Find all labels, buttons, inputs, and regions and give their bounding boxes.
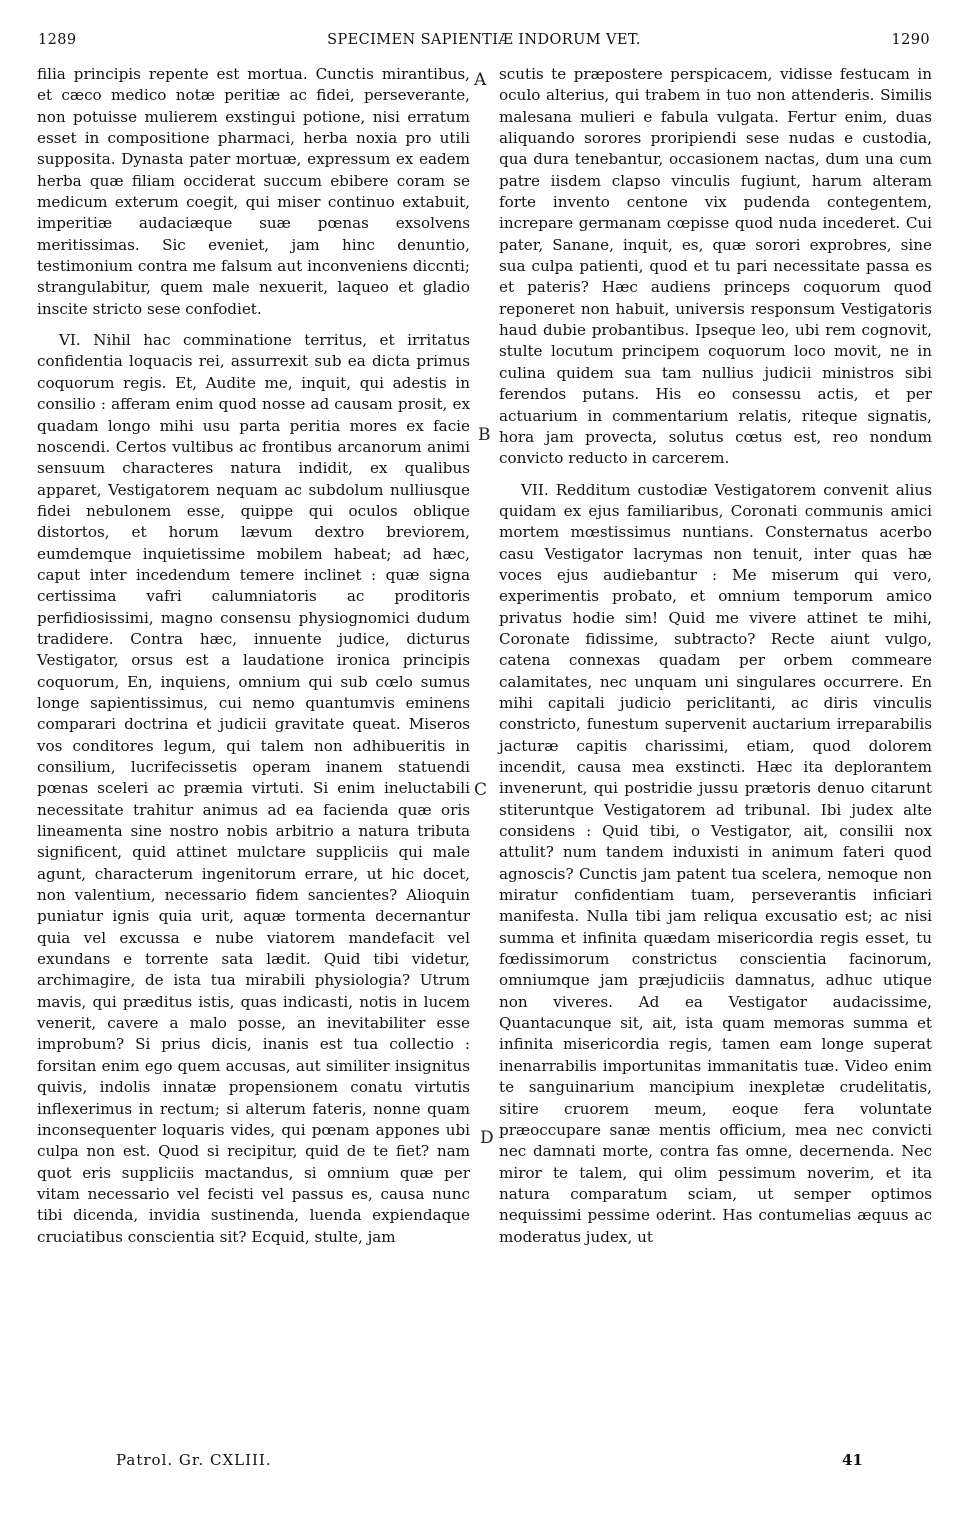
running-title: SPECIMEN SAPIENTIÆ INDORUM VET. bbox=[327, 32, 641, 48]
margin-marker-c: C bbox=[474, 780, 488, 800]
margin-marker-a: A bbox=[474, 70, 487, 90]
margin-marker-d: D bbox=[480, 1128, 494, 1148]
running-header bbox=[38, 32, 930, 54]
left-paragraph-2-section-vi: VI. Nihil hac comminatione territus, et irritatus confidentia loquacis rei, assurrexit sub ea dicta primus coquorum regis. Et, Audite me, inquit, qui adestis in consilio : afferam enim quod nosse ad causam prosit, ex quadam longo mihi usu parta peritia mores ex facie noscendi. Certos vultibus ac frontibus arcanorum animi sensuum characteres natura indidit, ex qualibus apparet, Vestigatorem nequam ac subdolum nulliusque fidei nebulonem esse, quippe qui oculos oblique distortos, et horum lævum dextro breviorem, eumdemque inquietissime mobilem habeat; ad hæc, caput inter incedendum temere inclinet : quæ signa certissima vafri calumniatoris ac proditoris perfidiosissimi, magno consensu physiognomici dudum tradidere. Contra hæc, innuente judice, dicturus Vestigator, orsus est a laudatione ironica principis coquorum, En, inquiens, omnium qui sub cœlo sumus longe sapientissimus, cui nemo quantumvis eminens comparari doctrina et judicii gravitate queat. Miseros vos conditores legum, qui talem non adhibueritis in consilium, lucrifecissetis operam inanem statuendi pœnas sceleri ac præmia virtuti. Si enim ineluctabili necessitate trahitur animus ad ea facienda quæ oris lineamenta sine nostro nobis arbitrio a natura tributa significent, quid attinet mulctare suppliciis qui male agunt, characterum ingenitorum errare, ut hic docet, non valentium, necessario fidem sancientes? Alioquin puniatur ignis quia urit, aquæ tormenta decernantur quia vel excussa e nube viatorem mandefacit vel exundans e torrente sata lædit. Quid tibi videtur, archimagire, de ista tua mirabili physiologia? Utrum mavis, qui præditus istis, quas indicasti, notis in lucem venerit, cavere a malo posse, an inevitabiliter esse improbum? Si prius dicis, inanis est tua collectio : forsitan enim ego quem accusas, aut similiter insignitus quivis, indolis innatæ propensionem conatu virtutis inflexerimus in rectum; si alterum fateris, nonne quam inconsequenter loquaris vides, qui pœnam appones ubi culpa non est. Quod si recipitur, quid de te fiet? nam quot eris suppliciis mactandus, si omnium quæ per vitam necessario vel fecisti vel passus es, causa nunc tibi dicenda, invidia sustinenda, luenda expiendaque cruciatibus conscientia sit? Ecquid, stulte, jam bbox=[37, 331, 470, 1246]
margin-marker-b: B bbox=[478, 425, 491, 445]
left-paragraph-1: filia principis repente est mortua. Cunctis mirantibus, et cæco medico notæ peritiæ ac fidei, perseverante, non potuisse mulierem exstingui potione, nisi erratum esset in compositione pharmaci, herba noxia pro utili supposita. Dynasta pater mortuæ, expressum ex eadem herba quæ filiam occiderat succum ebibere coram se medicum exterum coegit, qui miser continuo extabuit, imperitiæ audaciæque suæ pœnas exsolvens meritissimas. Sic eveniet, jam hinc denuntio, testimonium contra me falsum aut inconveniens diccnti; strangulabitur, quem male nexuerit, laqueo et gladio inscite stricto sese confodiet. bbox=[37, 65, 470, 318]
right-paragraph-1: scutis te præpostere perspicacem, vidisse festucam in oculo alterius, qui trabem in tuo non attenderis. Similis malesana mulieri e fabula vulgata. Fertur enim, duas aliquando sorores proripiendi sese nudas e custodia, qua dura tenebantur, occasionem nactas, dum una cum patre iisdem clapso vinculis fugiunt, harum alteram forte invento centone vix pudenda contegentem, increpare germanam cœpisse quod nuda incederet. Cui pater, Sanane, inquit, es, quæ sorori exprobres, sine sua culpa patienti, quod et tu pari necessitate passa es et pateris? Hæc audiens princeps coquorum quod reponeret non habuit, universis responsum Vestigatoris haud dubie probantibus. Ipseque leo, ubi rem cognovit, stulte locutum principem coquorum loco movit, ne in culina quidem sua tam nullius judicii ministros sibi ferendos putans. His eo consessu actis, et per actuarium in commentarium relatis, riteque signatis, hora jam provecta, solutus cœtus est, reo nondum convicto reducto in carcerem. bbox=[499, 65, 932, 468]
right-paragraph-2-section-vii: VII. Redditum custodiæ Vestigatorem convenit alius quidam ex ejus familiaribus, Coronati communis amici mortem mœstissimus nuntians. Consternatus acerbo casu Vestigator lacrymas non tenuit, inter quas hæ voces ejus audiebantur : Me miserum qui vero, experimentis probato, et omnium temporum amico privatus hodie sim! Quid me vivere attinet te mihi, Coronate fidissime, subtracto? Recte aiunt vulgo, catena connexas quadam per orbem commeare calamitates, nec unquam uni singulares occurrere. En mihi capitali judicio periclitanti, ac diris vinculis constricto, funestum supervenit auctarium irreparabilis jacturæ capitis charissimi, etiam, quod dolorem incendit, causa mea exstincti. Hæc ita deplorantem invenerunt, qui postridie jussu prætoris denuo citarunt stiteruntque Vestigatorem ad tribunal. Ibi judex alte considens : Quid tibi, o Vestigator, ait, consilii nox attulit? num tandem induxisti in animum fateri quod agnoscis? Cunctis jam patent tua scelera, nemoque non miratur confidentiam tuam, perseverantis inficiari manifesta. Nulla tibi jam reliqua excusatio est; ac nisi summa et infinita quædam misericordia regis esset, tu fœdissimorum constrictus conscientia facinorum, omniumque jam præjudiciis damnatus, adhuc utique non viveres. Ad ea Vestigator audacissime, Quantacunque sit, ait, ista quam memoras summa et infinita misericordia regis, tamen eam longe superat inenarrabilis importunitas immanitatis tuæ. Video enim te sanguinarium mancipium inexpletæ crudelitatis, sitire cruorem meum, eoque fera voluntate præoccupare sanæ mentis officium, mea nec convicti nec damnati morte, contra fas omne, decernenda. Nec miror te talem, qui olim pessimum noverim, et ita natura comparatum sciam, ut semper optimos nequissimi pessime oderint. Has contumelias æquus ac moderatus judex, ut bbox=[499, 480, 932, 1246]
page-footer bbox=[0, 1451, 964, 1473]
left-column bbox=[37, 64, 470, 1248]
page-number-right: 1290 bbox=[891, 32, 930, 48]
right-column bbox=[499, 64, 932, 1248]
footer-signature-number: 41 bbox=[842, 1451, 863, 1469]
footer-volume: Patrol. Gr. CXLIII. bbox=[116, 1451, 272, 1469]
page-number-left: 1289 bbox=[38, 32, 77, 48]
